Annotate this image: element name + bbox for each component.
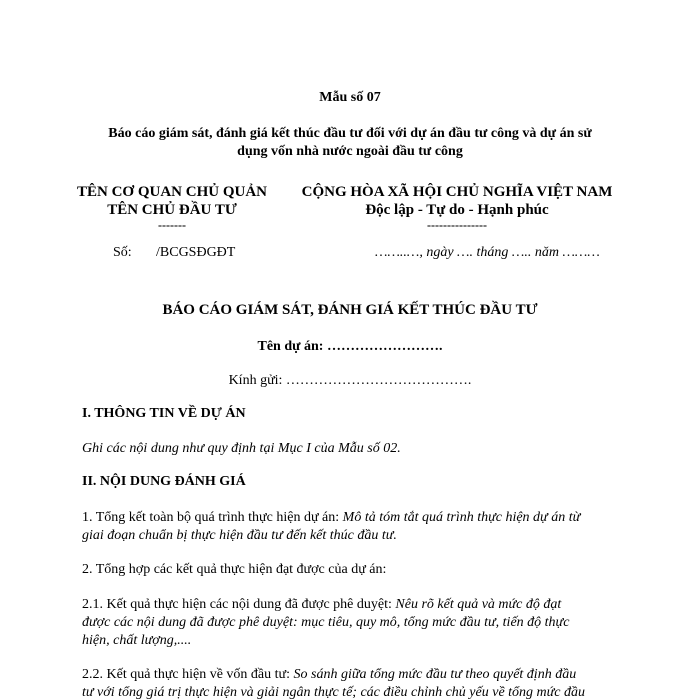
agency-divider: ------- bbox=[158, 218, 186, 232]
item1-text: Mô tả tóm tắt quá trình thực hiện dự án từ bbox=[342, 510, 581, 525]
item1-line2: giai đoạn chuẩn bị thực hiện đầu tư đến kết thúc đầu tư. bbox=[82, 528, 397, 543]
item21-line2: được các nội dung đã được phê duyệt: mục tiêu, quy mô, tổng mức đầu tư, tiến độ thực bbox=[82, 615, 570, 630]
form-number: Mẫu số 07 bbox=[319, 90, 381, 105]
nation-title: CỘNG HÒA XÃ HỘI CHỦ NGHĨA VIỆT NAM bbox=[301, 184, 613, 200]
investor-name: TÊN CHỦ ĐẦU TƯ bbox=[107, 202, 237, 218]
item22-text: So sánh giữa tổng mức đầu tư theo quyết định đầu bbox=[293, 667, 577, 682]
item21-text: Nêu rõ kết quả và mức độ đạt bbox=[395, 597, 562, 612]
nation-motto: Độc lập - Tự do - Hạnh phúc bbox=[365, 202, 549, 218]
form-title-line2: dụng vốn nhà nước ngoài đầu tư công bbox=[237, 144, 463, 159]
item21-label: 2.1. Kết quả thực hiện các nội dung đã được phê duyệt: bbox=[82, 597, 396, 612]
report-title: BÁO CÁO GIÁM SÁT, ĐÁNH GIÁ KẾT THÚC ĐẦU TƯ bbox=[162, 302, 538, 318]
item22-line1 bbox=[82, 666, 622, 684]
agency-name: TÊN CƠ QUAN CHỦ QUẢN bbox=[76, 184, 267, 200]
project-name: Tên dự án: ……………………. bbox=[257, 339, 443, 354]
item22-label: 2.2. Kết quả thực hiện về vốn đầu tư: bbox=[82, 667, 294, 682]
document-date: ……..…, ngày …. tháng ….. năm ……… bbox=[375, 245, 600, 260]
item1-label: 1. Tổng kết toàn bộ quá trình thực hiện dự án: bbox=[82, 510, 343, 525]
item1-line1 bbox=[82, 509, 622, 527]
section1-heading: I. THÔNG TIN VỀ DỰ ÁN bbox=[82, 406, 246, 421]
section1-note: Ghi các nội dung như quy định tại Mục I của Mẫu số 02. bbox=[82, 441, 401, 456]
document-number-label: Số: bbox=[113, 245, 132, 260]
document-number-code: /BCGSĐGĐT bbox=[156, 245, 236, 260]
section2-heading: II. NỘI DUNG ĐÁNH GIÁ bbox=[82, 474, 246, 489]
item22-line2: tư với tổng giá trị thực hiện và giải ngân thực tế; các điều chỉnh chủ yếu về tổng mức đầu bbox=[82, 685, 586, 700]
item2-line: 2. Tổng hợp các kết quả thực hiện đạt được của dự án: bbox=[82, 562, 387, 577]
form-title-line1: Báo cáo giám sát, đánh giá kết thúc đầu tư đối với dự án đầu tư công và dự án sử bbox=[108, 126, 592, 141]
recipient-line: Kính gửi: …………………………………. bbox=[228, 373, 472, 388]
nation-divider: --------------- bbox=[427, 218, 487, 232]
item21-line1 bbox=[82, 596, 622, 614]
item21-line3: hiện, chất lượng,.... bbox=[82, 633, 192, 648]
